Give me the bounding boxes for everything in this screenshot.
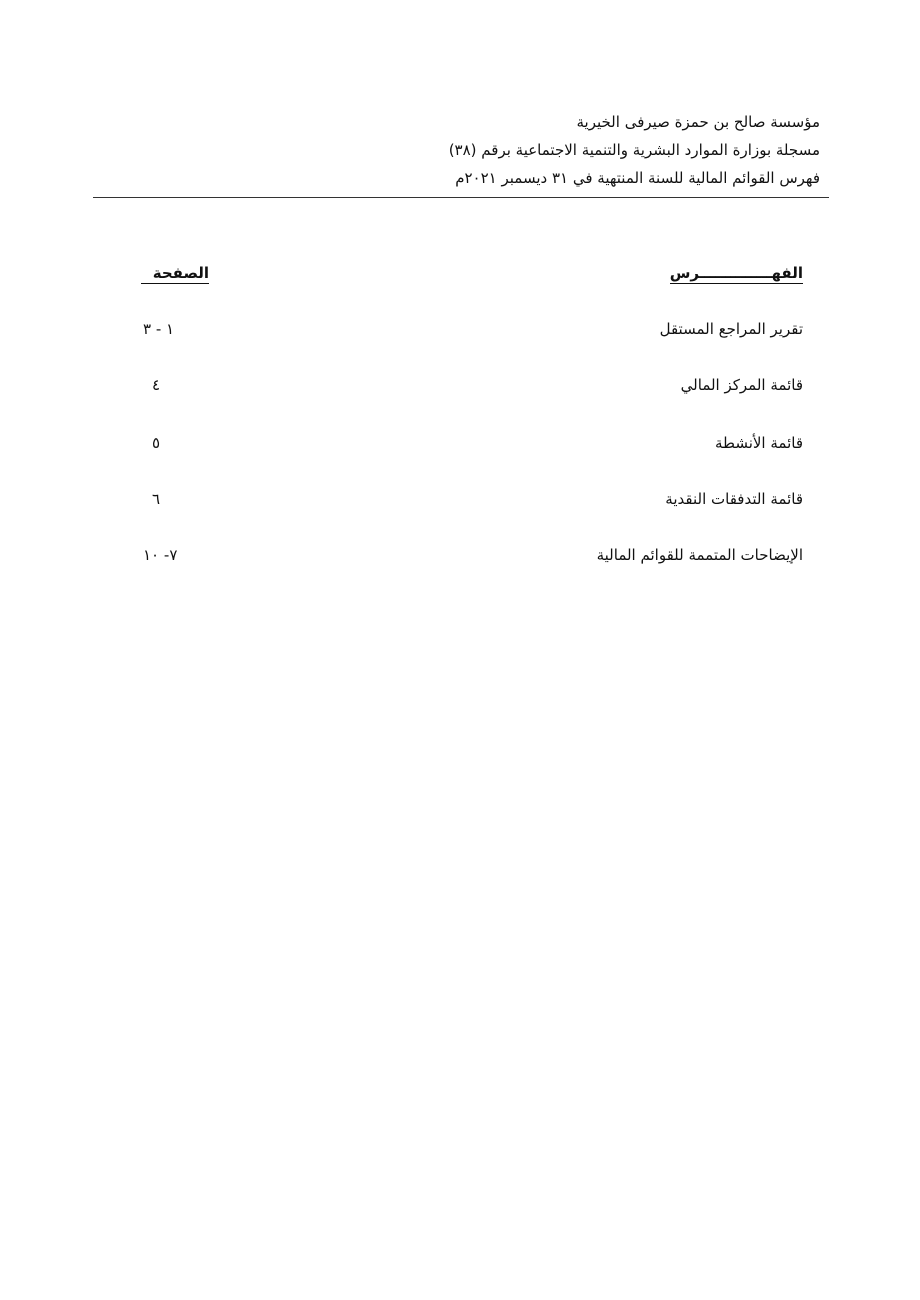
toc-item-title: قائمة الأنشطة bbox=[714, 434, 803, 452]
toc-item-page: ٤ bbox=[152, 376, 161, 394]
toc-item-title: قائمة التدفقات النقدية bbox=[665, 490, 803, 508]
toc-item-title: تقرير المراجع المستقل bbox=[659, 320, 803, 338]
toc-item-page: ٥ bbox=[152, 434, 161, 452]
document-header bbox=[320, 108, 820, 192]
toc-item-title: قائمة المركز المالي bbox=[680, 376, 803, 394]
index-title: فهرس القوائم المالية للسنة المنتهية في ٣١ ديسمبر ٢٠٢١م bbox=[455, 169, 820, 187]
toc-index-header: الفهــــــــــــــرس bbox=[669, 264, 803, 282]
registration-line: مسجلة بوزارة الموارد البشرية والتنمية الاجتماعية برقم (٣٨) bbox=[448, 141, 820, 159]
organization-name: مؤسسة صالح بن حمزة صيرفى الخيرية bbox=[576, 113, 820, 131]
toc-item-title: الإيضاحات المتممة للقوائم المالية bbox=[596, 546, 803, 564]
toc-item-page: ١ - ٣ bbox=[143, 320, 175, 338]
toc-page-header: الصفحة bbox=[141, 264, 209, 284]
toc-item-page: ٦ bbox=[152, 490, 161, 508]
header-divider bbox=[93, 197, 829, 198]
toc-item-page: ٧- ١٠ bbox=[143, 546, 178, 564]
